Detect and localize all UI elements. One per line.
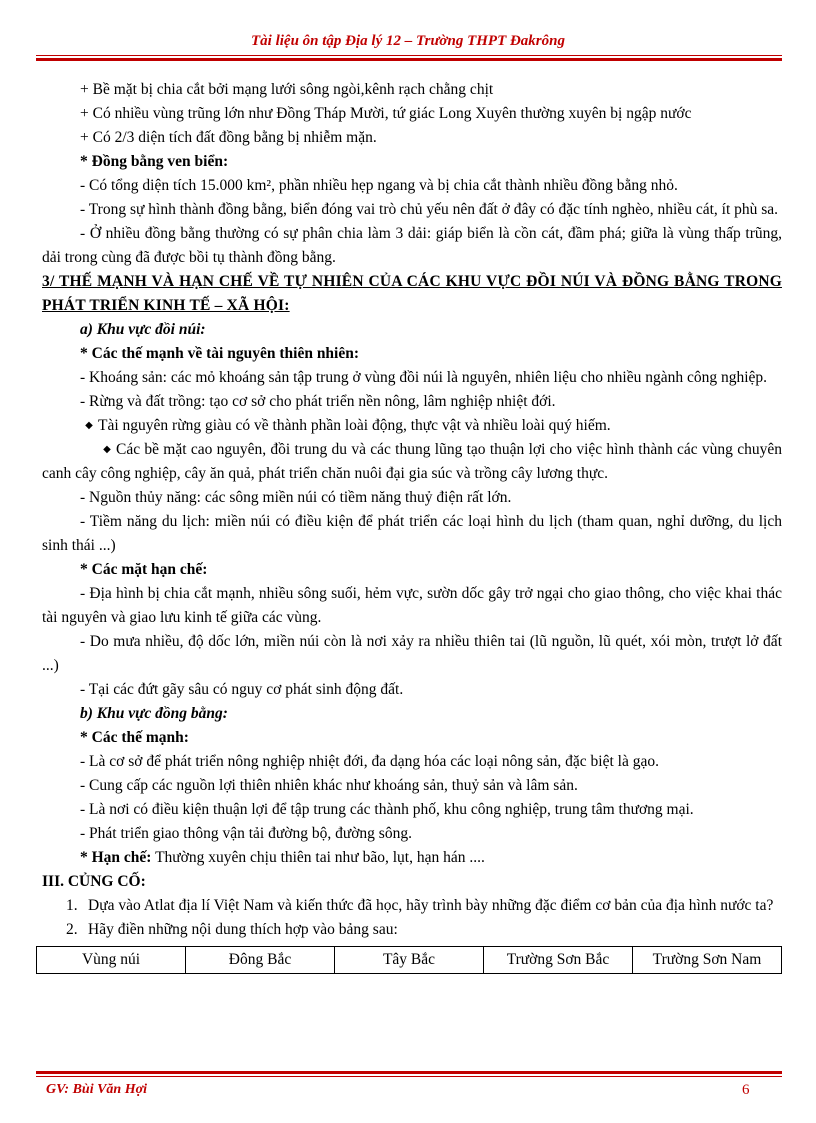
header-rule-thick (36, 58, 782, 61)
paragraph: - Khoáng sản: các mỏ khoáng sản tập trung ở vùng đồi núi là nguyên, nhiên liệu cho nhiều ngành công nghiệp. (80, 369, 768, 386)
header-rule-thin (36, 55, 782, 56)
page-number: 6 (742, 1082, 750, 1098)
table-row (37, 947, 782, 974)
section-heading: III. CỦNG CỐ: (42, 873, 146, 890)
paragraph: - Ở nhiều đồng bằng thường có sự phân chia làm 3 dải: giáp biển là cồn cát, đầm phá; giữa là vùng thấp trũng, dải trong cùng đã được bồi tụ thành đồng bằng. (42, 225, 782, 266)
limit-label: * Hạn chế: (80, 849, 152, 866)
question-item (42, 894, 782, 918)
paragraph: - Là nơi có điều kiện thuận lợi để tập trung các thành phố, khu công nghiệp, trung tâm thương mại. (80, 801, 694, 818)
footer-rule-thin (36, 1076, 782, 1077)
paragraph: - Phát triển giao thông vận tải đường bộ, đường sông. (80, 825, 412, 842)
subheading: * Các thế mạnh về tài nguyên thiên nhiên: (80, 345, 360, 362)
mountain-region-table (36, 946, 782, 974)
header-title: Tài liệu ôn tập Địa lý 12 – Trường THPT Đakrông (251, 33, 565, 49)
table-cell: Vùng núi (37, 947, 186, 974)
paragraph: - Tại các đứt gãy sâu có nguy cơ phát sinh động đất. (80, 681, 404, 698)
paragraph: + Có 2/3 diện tích đất đồng bằng bị nhiễm mặn. (80, 129, 377, 146)
question-item (42, 918, 782, 942)
table-cell: Trường Sơn Nam (633, 947, 782, 974)
subsection-heading: b) Khu vực đồng bằng: (80, 705, 228, 722)
bullet-text: Tài nguyên rừng giàu có về thành phần loài động, thực vật và nhiều loài quý hiếm. (98, 417, 611, 434)
paragraph (42, 846, 782, 870)
document-body (42, 78, 782, 974)
paragraph: - Có tổng diện tích 15.000 km², phần nhiều hẹp ngang và bị chia cắt thành nhiều đồng bằng nhỏ. (80, 177, 678, 194)
paragraph: - Do mưa nhiều, độ dốc lớn, miền núi còn là nơi xảy ra nhiều thiên tai (lũ nguồn, lũ quét, xói mòn, trượt lở đất ...) (42, 633, 782, 674)
question-text: Dựa vào Atlat địa lí Việt Nam và kiến thức đã học, hãy trình bày những đặc điểm cơ bản của địa hình nước ta? (88, 897, 774, 914)
footer-author: GV: Bùi Văn Hợi (46, 1082, 148, 1097)
paragraph: - Là cơ sở để phát triển nông nghiệp nhiệt đới, đa dạng hóa các loại nông sản, đặc biệt là gạo. (80, 753, 659, 770)
subsection-heading: a) Khu vực đồi núi: (80, 321, 206, 338)
question-number: 2. (66, 921, 78, 938)
diamond-bullet-icon: ◆ (103, 444, 111, 455)
section-heading: 3/ THẾ MẠNH VÀ HẠN CHẾ VỀ TỰ NHIÊN CỦA CÁC KHU VỰC ĐỒI NÚI VÀ ĐỒNG BẰNG TRONG PHÁT TRIỂN KINH TẾ – XÃ HỘI: (42, 273, 782, 314)
table-cell: Trường Sơn Bắc (484, 947, 633, 974)
paragraph: - Tiềm năng du lịch: miền núi có điều kiện để phát triển các loại hình du lịch (tham quan, nghỉ dưỡng, du lịch sinh thái ...) (42, 513, 782, 554)
question-number: 1. (66, 897, 78, 914)
subheading: * Các thế mạnh: (80, 729, 189, 746)
paragraph: - Trong sự hình thành đồng bằng, biển đóng vai trò chủ yếu nên đất ở đây có đặc tính nghèo, nhiều cát, ít phù sa. (80, 201, 779, 218)
paragraph: + Bề mặt bị chia cắt bởi mạng lưới sông ngòi,kênh rạch chằng chịt (80, 81, 494, 98)
footer-rule-thick (36, 1071, 782, 1074)
subheading: * Các mặt hạn chế: (80, 561, 208, 578)
bullet-item (42, 438, 782, 486)
table-cell: Tây Bắc (335, 947, 484, 974)
paragraph: - Rừng và đất trồng: tạo cơ sở cho phát triển nền nông, lâm nghiệp nhiệt đới. (80, 393, 556, 410)
diamond-bullet-icon: ◆ (85, 420, 93, 431)
table-cell: Đông Bắc (186, 947, 335, 974)
bullet-item (42, 414, 782, 438)
paragraph: - Nguồn thủy năng: các sông miền núi có tiềm năng thuỷ điện rất lớn. (80, 489, 512, 506)
question-text: Hãy điền những nội dung thích hợp vào bảng sau: (88, 921, 398, 938)
limit-text: Thường xuyên chịu thiên tai như bão, lụt, hạn hán .... (151, 849, 485, 866)
paragraph: - Cung cấp các nguồn lợi thiên nhiên khác như khoáng sản, thuỷ sản và lâm sản. (80, 777, 578, 794)
paragraph: - Địa hình bị chia cắt mạnh, nhiều sông suối, hẻm vực, sườn dốc gây trở ngại cho giao thông, cho việc khai thác tài nguyên và giao lưu kinh tế giữa các vùng. (42, 585, 782, 626)
subheading: * Đồng bằng ven biển: (80, 153, 229, 170)
bullet-text: Các bề mặt cao nguyên, đồi trung du và các thung lũng tạo thuận lợi cho việc hình thành các vùng chuyên canh cây công nghiệp, cây ăn quả, phát triển chăn nuôi đại gia súc và trồng cây lương thực. (42, 441, 782, 482)
paragraph: + Có nhiều vùng trũng lớn như Đồng Tháp Mười, tứ giác Long Xuyên thường xuyên bị ngập nước (80, 105, 692, 122)
